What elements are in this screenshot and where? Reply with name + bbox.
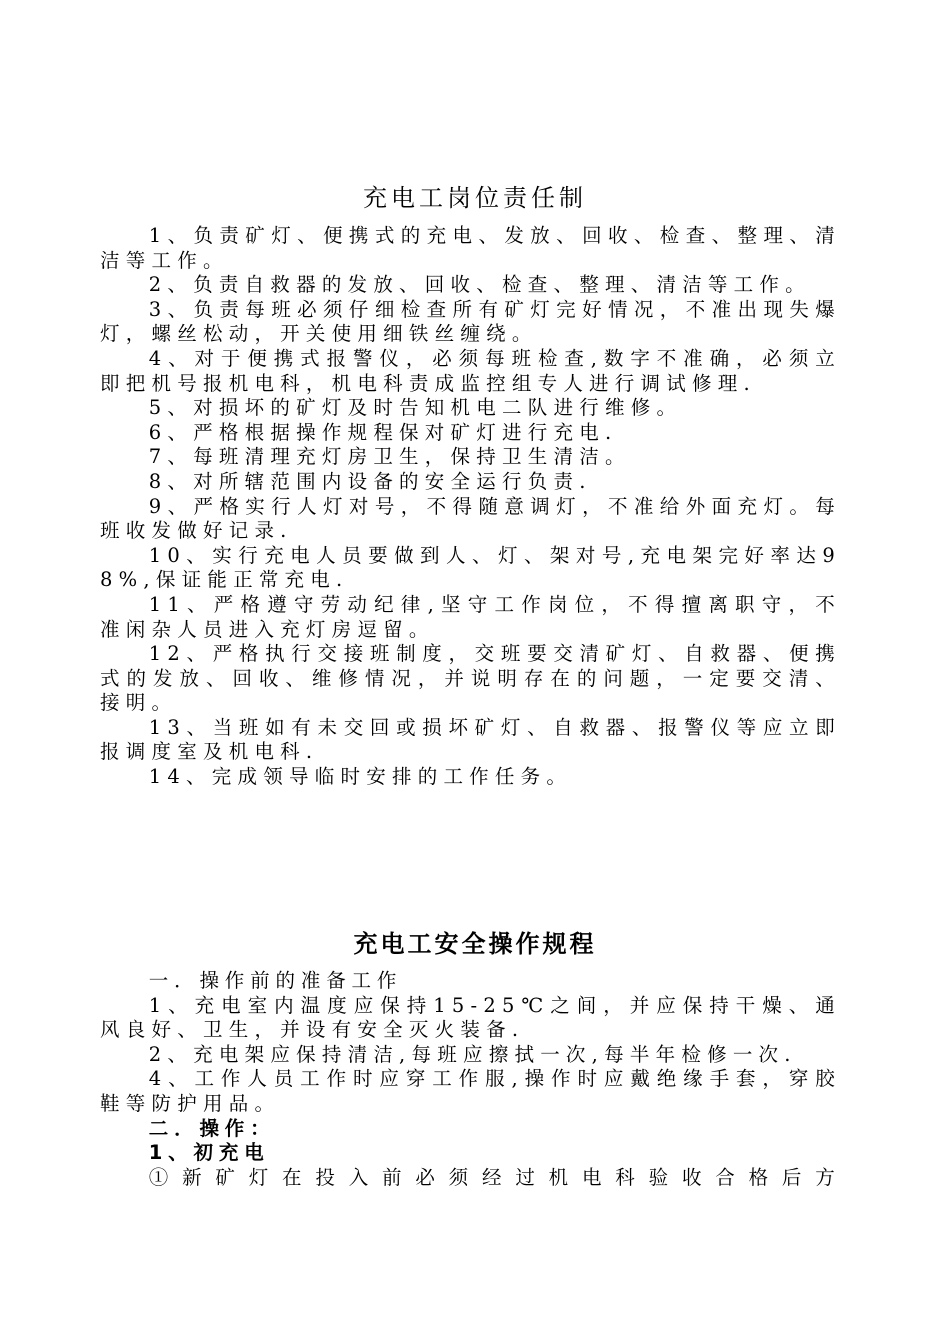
- duty-item-12: 12、严格执行交接班制度，交班要交清矿灯、自救器、便携式的发放、回收、维修情况，并说明存在的问题，一定要交清、接明。: [100, 642, 841, 715]
- duty-item-11: 11、严格遵守劳动纪律,坚守工作岗位，不得擅离职守，不准闲杂人员进入充灯房逗留。: [100, 592, 841, 641]
- section2-title: 充电工安全操作规程: [353, 930, 597, 958]
- section2-body: [100, 969, 841, 1190]
- prep-item-2: 2、充电架应保持清洁,每班应擦拭一次,每半年检修一次.: [148, 1042, 797, 1066]
- duty-item-10: 10、实行充电人员要做到人、灯、架对号,充电架完好率达98%,保证能正常充电.: [100, 543, 841, 592]
- duty-item-9: 9、严格实行人灯对号，不得随意调灯，不准给外面充灯。每班收发做好记录.: [100, 494, 841, 543]
- duty-item-4: 4、对于便携式报警仪，必须每班检查,数字不准确，必须立即把机号报机电科，机电科责成监控组专人进行调试修理.: [100, 346, 841, 395]
- duty-item-2: 2、负责自救器的发放、回收、检查、整理、清洁等工作。: [148, 273, 811, 297]
- section1-body: [100, 224, 841, 790]
- heading-operation: 二．操作：: [148, 1116, 276, 1140]
- initial-charge-line: ①新矿灯在投入前必须经过机电科验收合格后方: [148, 1165, 841, 1189]
- duty-item-6: 6、严格根据操作规程保对矿灯进行充电.: [148, 420, 618, 444]
- prep-item-4: 4、工作人员工作时应穿工作服,操作时应戴绝缘手套，穿胶鞋等防护用品。: [100, 1067, 841, 1115]
- duty-item-1: 1、负责矿灯、便携式的充电、发放、回收、检查、整理、清洁等工作。: [100, 224, 841, 272]
- heading-initial-charge: 1、初充电: [148, 1141, 270, 1165]
- duty-item-8: 8、对所辖范围内设备的安全运行负责.: [148, 469, 592, 493]
- duty-item-5: 5、对损坏的矿灯及时告知机电二队进行维修。: [148, 396, 683, 420]
- duty-item-3: 3、负责每班必须仔细检查所有矿灯完好情况，不准出现失爆灯，螺丝松动，开关使用细铁丝缠绕。: [100, 297, 841, 346]
- duty-item-14: 14、完成领导临时安排的工作任务。: [148, 765, 573, 789]
- heading-preparation: 一．操作前的准备工作: [148, 969, 403, 992]
- section1-title: 充电工岗位责任制: [363, 184, 587, 212]
- duty-item-13: 13、当班如有未交回或损坏矿灯、自救器、报警仪等应立即报调度室及机电科.: [100, 715, 841, 764]
- prep-item-1: 1、充电室内温度应保持15-25℃之间，并应保持干燥、通风良好、卫生，并设有安全灭火装备.: [100, 993, 841, 1042]
- duty-item-7: 7、每班清理充灯房卫生，保持卫生清洁。: [148, 445, 631, 469]
